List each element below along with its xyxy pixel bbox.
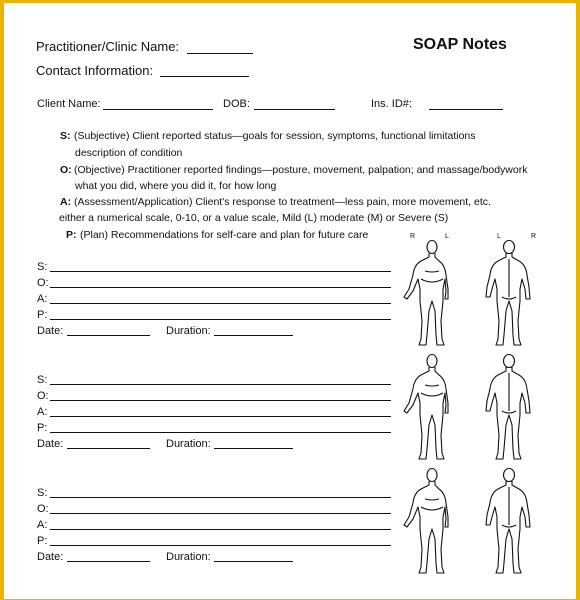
entry-a-label: A: bbox=[37, 519, 48, 531]
entry-p-label: P: bbox=[37, 422, 48, 434]
entry-s-label: S: bbox=[37, 374, 48, 386]
ins-id-label: Ins. ID#: bbox=[371, 98, 412, 110]
entry-date-label: Date: bbox=[37, 438, 64, 450]
human-body-back-icon[interactable] bbox=[484, 239, 534, 349]
dob-field[interactable] bbox=[254, 109, 335, 110]
entry-s-label: S: bbox=[37, 487, 48, 499]
entry-a-field[interactable] bbox=[50, 303, 391, 304]
human-body-back-icon[interactable] bbox=[484, 467, 534, 577]
page-title: SOAP Notes bbox=[413, 36, 507, 53]
entry-s-field[interactable] bbox=[50, 384, 391, 385]
entry-duration-field[interactable] bbox=[214, 561, 293, 562]
entry-p-label: P: bbox=[37, 535, 48, 547]
contact-field[interactable] bbox=[160, 76, 249, 77]
entry-o-label: O: bbox=[37, 390, 49, 402]
contact-label: Contact Information: bbox=[36, 63, 154, 78]
entry-a-field[interactable] bbox=[50, 529, 391, 530]
entry-o-field[interactable] bbox=[50, 287, 391, 288]
entry-date-field[interactable] bbox=[67, 335, 150, 336]
human-body-front-icon[interactable] bbox=[399, 239, 449, 349]
practitioner-label: Practitioner/Clinic Name: bbox=[36, 39, 180, 54]
practitioner-field[interactable] bbox=[187, 53, 253, 54]
entry-duration-label: Duration: bbox=[166, 325, 211, 337]
entry-s-field[interactable] bbox=[50, 271, 391, 272]
entry-duration-label: Duration: bbox=[166, 551, 211, 563]
entry-o-label: O: bbox=[37, 277, 49, 289]
human-body-back-icon[interactable] bbox=[484, 353, 534, 463]
legend-a-key: A: bbox=[60, 196, 72, 208]
entry-duration-field[interactable] bbox=[214, 335, 293, 336]
front-left-label: L bbox=[445, 233, 449, 240]
client-name-label: Client Name: bbox=[37, 98, 101, 110]
entry-duration-label: Duration: bbox=[166, 438, 211, 450]
entry-date-field[interactable] bbox=[67, 448, 150, 449]
back-left-label: L bbox=[497, 233, 501, 240]
entry-p-field[interactable] bbox=[50, 432, 391, 433]
entry-s-field[interactable] bbox=[50, 497, 391, 498]
legend-p-key: P: bbox=[66, 229, 77, 241]
entry-p-field[interactable] bbox=[50, 545, 391, 546]
legend-o-text-2: what you did, where you did it, for how long bbox=[75, 180, 277, 192]
ins-id-field[interactable] bbox=[429, 109, 503, 110]
entry-a-label: A: bbox=[37, 293, 48, 305]
entry-date-field[interactable] bbox=[67, 561, 150, 562]
legend-s-text: (Subjective) Client reported status—goals for session, symptoms, functional limitations bbox=[74, 130, 476, 142]
entry-date-label: Date: bbox=[37, 551, 64, 563]
entry-o-field[interactable] bbox=[50, 513, 391, 514]
legend-s-text-2: description of condition bbox=[75, 147, 183, 159]
entry-duration-field[interactable] bbox=[214, 448, 293, 449]
entry-a-field[interactable] bbox=[50, 416, 391, 417]
legend-a-text-2: either a numerical scale, 0-10, or a value scale, Mild (L) moderate (M) or Severe (S) bbox=[59, 212, 449, 224]
dob-label: DOB: bbox=[223, 98, 250, 110]
entry-o-field[interactable] bbox=[50, 400, 391, 401]
legend-a-text: (Assessment/Application) Client's response to treatment—less pain, more movement, etc. bbox=[74, 196, 491, 208]
legend-o-text: (Objective) Practitioner reported findings—posture, movement, palpation; and massage/bodywork bbox=[74, 164, 528, 176]
entry-p-field[interactable] bbox=[50, 319, 391, 320]
entry-date-label: Date: bbox=[37, 325, 64, 337]
front-right-label: R bbox=[410, 233, 416, 240]
entry-o-label: O: bbox=[37, 503, 49, 515]
soap-notes-form bbox=[4, 3, 576, 599]
entry-p-label: P: bbox=[37, 309, 48, 321]
client-name-field[interactable] bbox=[103, 109, 213, 110]
legend-s-key: S: bbox=[60, 130, 71, 142]
entry-a-label: A: bbox=[37, 406, 48, 418]
legend-o-key: O: bbox=[60, 164, 72, 176]
human-body-front-icon[interactable] bbox=[399, 353, 449, 463]
back-right-label: R bbox=[531, 233, 537, 240]
entry-s-label: S: bbox=[37, 261, 48, 273]
legend-p-text: (Plan) Recommendations for self-care and plan for future care bbox=[80, 229, 369, 241]
human-body-front-icon[interactable] bbox=[399, 467, 449, 577]
